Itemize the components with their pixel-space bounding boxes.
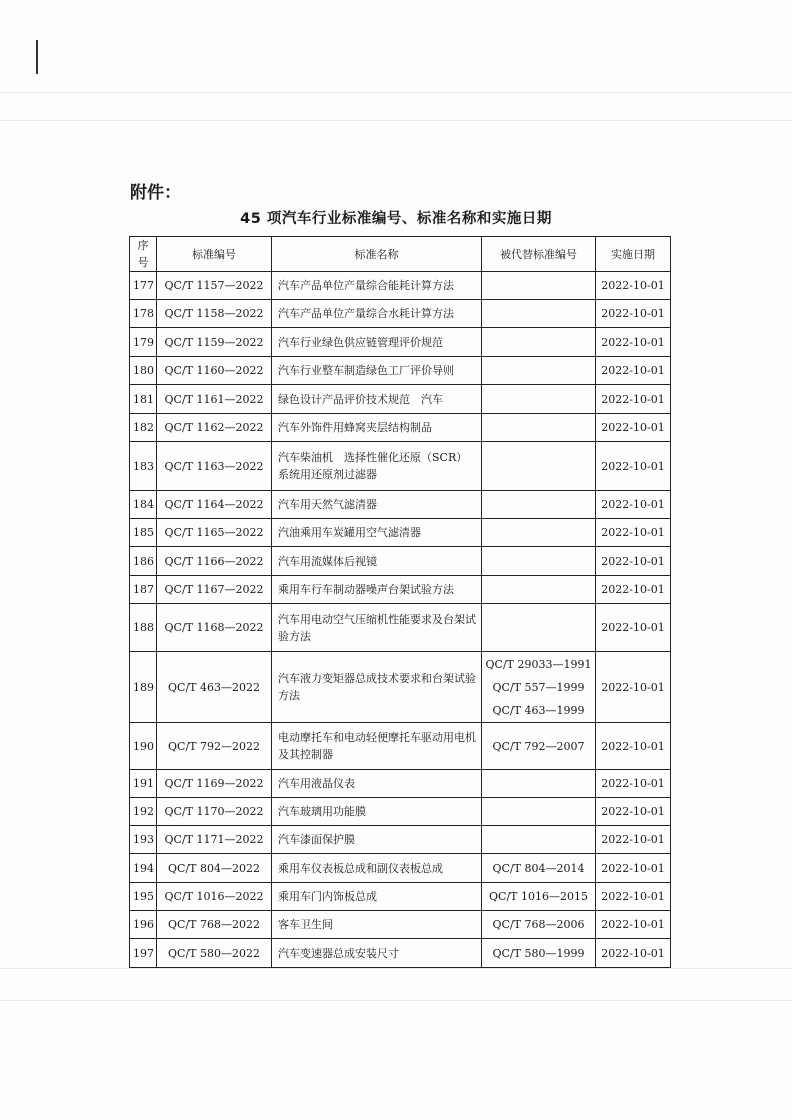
scan-line [0, 92, 792, 93]
cell-seq: 192 [130, 798, 157, 826]
cell-seq: 183 [130, 442, 157, 491]
scan-line [0, 120, 792, 121]
cell-date: 2022-10-01 [596, 826, 671, 854]
header-code: 标准编号 [157, 237, 272, 272]
table-row [130, 519, 671, 547]
cell-date: 2022-10-01 [596, 723, 671, 770]
cell-replaced [482, 911, 596, 939]
cell-date: 2022-10-01 [596, 576, 671, 604]
cell-replaced [482, 723, 596, 770]
replaced-code: QC/T 792—2007 [492, 739, 585, 753]
cell-code: QC/T 1168—2022 [157, 604, 272, 652]
cell-replaced [482, 547, 596, 576]
cell-replaced [482, 328, 596, 357]
table-row [130, 798, 671, 826]
cell-name: 乘用车行车制动器噪声台架试验方法 [272, 576, 482, 604]
cell-date: 2022-10-01 [596, 652, 671, 723]
cell-code: QC/T 580—2022 [157, 939, 272, 968]
document-title: 45 项汽车行业标准编号、标准名称和实施日期 [240, 211, 552, 227]
standards-table [129, 236, 671, 968]
cell-replaced [482, 385, 596, 414]
cell-seq: 191 [130, 770, 157, 798]
cell-seq: 197 [130, 939, 157, 968]
cell-name: 汽车用流媒体后视镜 [272, 547, 482, 576]
cell-code: QC/T 1171—2022 [157, 826, 272, 854]
cell-name: 汽车漆面保护膜 [272, 826, 482, 854]
cell-seq: 190 [130, 723, 157, 770]
attachment-label: 附件： [130, 183, 181, 203]
cell-date: 2022-10-01 [596, 300, 671, 328]
cell-seq: 179 [130, 328, 157, 357]
table-row [130, 770, 671, 798]
cell-code: QC/T 1157—2022 [157, 272, 272, 300]
cell-name: 汽车产品单位产量综合能耗计算方法 [272, 272, 482, 300]
cell-seq: 181 [130, 385, 157, 414]
table-header-row [130, 237, 671, 272]
cell-date: 2022-10-01 [596, 414, 671, 442]
cell-code: QC/T 1016—2022 [157, 883, 272, 911]
cell-name: 汽车变速器总成安装尺寸 [272, 939, 482, 968]
cell-name: 汽车柴油机 选择性催化还原（SCR）系统用还原剂过滤器 [272, 442, 482, 491]
cell-code: QC/T 1164—2022 [157, 491, 272, 519]
cell-date: 2022-10-01 [596, 519, 671, 547]
binding-mark [36, 40, 38, 74]
cell-replaced [482, 519, 596, 547]
cell-name: 汽车液力变矩器总成技术要求和台架试验方法 [272, 652, 482, 723]
cell-seq: 195 [130, 883, 157, 911]
cell-name: 汽车用液晶仪表 [272, 770, 482, 798]
cell-code: QC/T 804—2022 [157, 854, 272, 883]
cell-date: 2022-10-01 [596, 604, 671, 652]
cell-replaced [482, 491, 596, 519]
cell-code: QC/T 1169—2022 [157, 770, 272, 798]
cell-replaced [482, 357, 596, 385]
cell-seq: 185 [130, 519, 157, 547]
cell-code: QC/T 1158—2022 [157, 300, 272, 328]
header-replaced: 被代替标准编号 [482, 237, 596, 272]
cell-seq: 180 [130, 357, 157, 385]
cell-seq: 186 [130, 547, 157, 576]
table-row [130, 272, 671, 300]
cell-seq: 182 [130, 414, 157, 442]
table-row [130, 300, 671, 328]
cell-name: 汽车产品单位产量综合水耗计算方法 [272, 300, 482, 328]
replaced-code: QC/T 463—1999 [492, 703, 585, 717]
cell-replaced [482, 576, 596, 604]
cell-code: QC/T 768—2022 [157, 911, 272, 939]
cell-code: QC/T 1159—2022 [157, 328, 272, 357]
cell-replaced [482, 604, 596, 652]
cell-name: 汽车行业整车制造绿色工厂评价导则 [272, 357, 482, 385]
replaced-code: QC/T 804—2014 [492, 861, 585, 875]
cell-seq: 178 [130, 300, 157, 328]
cell-date: 2022-10-01 [596, 854, 671, 883]
header-seq: 序号 [130, 237, 157, 272]
table-row [130, 652, 671, 723]
cell-name: 电动摩托车和电动轻便摩托车驱动用电机及其控制器 [272, 723, 482, 770]
cell-code: QC/T 1166—2022 [157, 547, 272, 576]
cell-seq: 193 [130, 826, 157, 854]
scan-line [0, 1000, 792, 1001]
cell-date: 2022-10-01 [596, 272, 671, 300]
cell-code: QC/T 1170—2022 [157, 798, 272, 826]
cell-replaced [482, 300, 596, 328]
cell-date: 2022-10-01 [596, 770, 671, 798]
table-row [130, 939, 671, 968]
cell-date: 2022-10-01 [596, 798, 671, 826]
cell-name: 汽车用电动空气压缩机性能要求及台架试验方法 [272, 604, 482, 652]
table-row [130, 576, 671, 604]
cell-replaced [482, 770, 596, 798]
cell-seq: 194 [130, 854, 157, 883]
table-row [130, 723, 671, 770]
cell-seq: 189 [130, 652, 157, 723]
header-name: 标准名称 [272, 237, 482, 272]
cell-date: 2022-10-01 [596, 442, 671, 491]
cell-date: 2022-10-01 [596, 883, 671, 911]
cell-code: QC/T 1165—2022 [157, 519, 272, 547]
table-row [130, 385, 671, 414]
replaced-code: QC/T 580—1999 [492, 946, 585, 960]
cell-replaced [482, 798, 596, 826]
table-row [130, 442, 671, 491]
cell-name: 汽车玻璃用功能膜 [272, 798, 482, 826]
table-row [130, 826, 671, 854]
cell-name: 汽车外饰件用蜂窝夹层结构制品 [272, 414, 482, 442]
cell-code: QC/T 1163—2022 [157, 442, 272, 491]
cell-name: 汽车用天然气滤清器 [272, 491, 482, 519]
table-row [130, 491, 671, 519]
cell-name: 乘用车门内饰板总成 [272, 883, 482, 911]
cell-date: 2022-10-01 [596, 328, 671, 357]
cell-date: 2022-10-01 [596, 357, 671, 385]
table-row [130, 911, 671, 939]
table-row [130, 883, 671, 911]
header-date: 实施日期 [596, 237, 671, 272]
cell-replaced [482, 854, 596, 883]
cell-replaced [482, 826, 596, 854]
cell-name: 乘用车仪表板总成和副仪表板总成 [272, 854, 482, 883]
cell-seq: 187 [130, 576, 157, 604]
table-row [130, 604, 671, 652]
cell-name: 绿色设计产品评价技术规范 汽车 [272, 385, 482, 414]
scan-line [0, 968, 792, 969]
cell-replaced [482, 272, 596, 300]
cell-replaced [482, 939, 596, 968]
cell-date: 2022-10-01 [596, 939, 671, 968]
replaced-code: QC/T 1016—2015 [489, 890, 588, 903]
cell-replaced [482, 652, 596, 723]
table-row [130, 328, 671, 357]
cell-seq: 184 [130, 491, 157, 519]
cell-code: QC/T 1161—2022 [157, 385, 272, 414]
table-row [130, 854, 671, 883]
cell-code: QC/T 792—2022 [157, 723, 272, 770]
cell-seq: 177 [130, 272, 157, 300]
cell-code: QC/T 1162—2022 [157, 414, 272, 442]
cell-replaced [482, 883, 596, 911]
table-row [130, 414, 671, 442]
cell-name: 客车卫生间 [272, 911, 482, 939]
replaced-code: QC/T 557—1999 [492, 680, 585, 694]
cell-date: 2022-10-01 [596, 491, 671, 519]
replaced-code: QC/T 768—2006 [492, 918, 585, 931]
table-row [130, 357, 671, 385]
cell-date: 2022-10-01 [596, 911, 671, 939]
cell-name: 汽油乘用车炭罐用空气滤清器 [272, 519, 482, 547]
replaced-code: QC/T 29033—1991 [485, 657, 592, 671]
cell-code: QC/T 463—2022 [157, 652, 272, 723]
cell-replaced [482, 414, 596, 442]
cell-seq: 188 [130, 604, 157, 652]
cell-name: 汽车行业绿色供应链管理评价规范 [272, 328, 482, 357]
cell-seq: 196 [130, 911, 157, 939]
cell-replaced [482, 442, 596, 491]
cell-date: 2022-10-01 [596, 385, 671, 414]
cell-code: QC/T 1160—2022 [157, 357, 272, 385]
cell-code: QC/T 1167—2022 [157, 576, 272, 604]
cell-date: 2022-10-01 [596, 547, 671, 576]
table-row [130, 547, 671, 576]
